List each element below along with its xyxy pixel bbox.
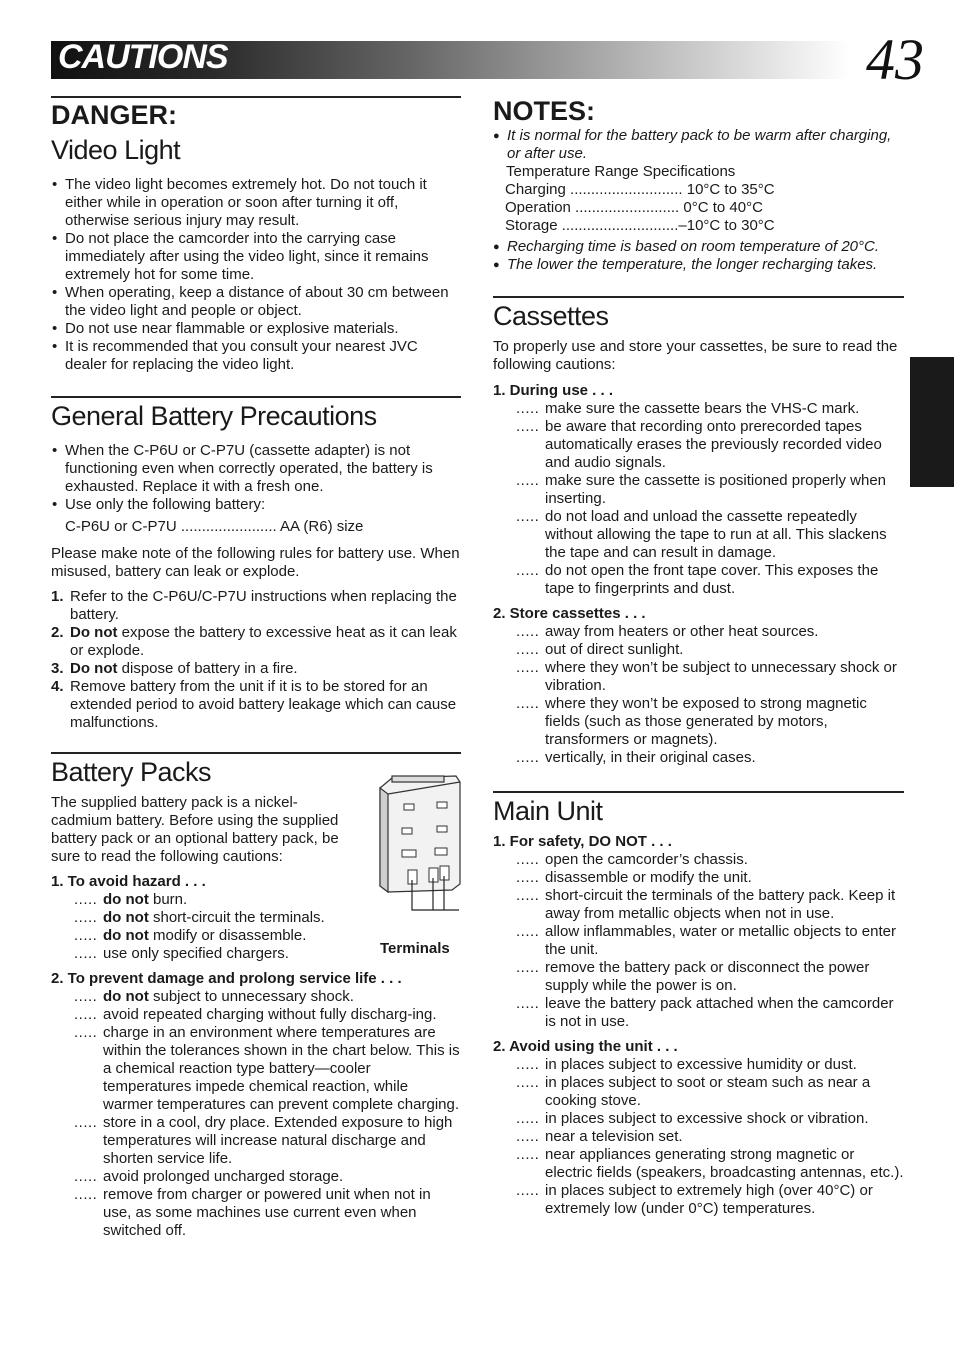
divider (51, 752, 461, 754)
store-cassettes-list (493, 623, 904, 767)
battery-spec: C-P6U or C-P7U ....................... AA (R6) size (65, 518, 364, 535)
list-item: ..... charge in an environment where temperatures are within the tolerances shown in the chart below. This is a chemical reaction type battery—cooler temperatures impede chemical reaction, while warmer temperatures can prevent complete charging. (51, 1024, 461, 1114)
item-number: 1. (51, 588, 64, 605)
list-item: ..... in places subject to excessive humidity or dust. (493, 1056, 904, 1074)
list-item: ..... make sure the cassette bears the VHS-C mark. (493, 400, 904, 418)
list-item: ..... leave the battery pack attached when the camcorder is not in use. (493, 995, 904, 1031)
side-tab-marker (910, 357, 954, 487)
list-item: • Use only the following battery: (51, 496, 461, 514)
list-item: ..... in places subject to soot or steam such as near a cooking stove. (493, 1074, 904, 1110)
list-item: ..... short-circuit the terminals of the battery pack. Keep it away from metallic objects when not in use. (493, 887, 904, 923)
terminals-label: Terminals (380, 940, 450, 957)
page-number: 43 (866, 27, 924, 92)
battery-packs-title: Battery Packs (51, 757, 212, 787)
battery-precautions-list (51, 442, 461, 514)
danger-heading: DANGER: (51, 100, 177, 130)
list-item: • It is recommended that you consult your nearest JVC dealer for replacing the video light. (51, 338, 461, 374)
rules-intro: Please make note of the following rules for battery use. When misused, battery can leak or explode. (51, 545, 460, 580)
during-use-heading: 1. During use . . . (493, 382, 614, 399)
list-item: • Do not use near flammable or explosive materials. (51, 320, 461, 338)
list-item: ..... do not open the front tape cover. This exposes the tape to fingerprints and dust. (493, 562, 904, 598)
item-text: modify or disassemble. (148, 927, 307, 944)
item-text: dispose of battery in a fire. (117, 660, 298, 677)
item-text: subject to unnecessary shock. (148, 988, 354, 1005)
temp-spec-row: Charging ........................... 10°C to 35°C (505, 181, 775, 198)
divider (493, 791, 904, 793)
avoid-using-heading: 2. Avoid using the unit . . . (493, 1038, 678, 1055)
main-unit-title: Main Unit (493, 796, 603, 826)
item-emphasis: Do not (70, 660, 118, 677)
list-item: • Do not place the camcorder into the carrying case immediately after using the video light, since it remains extremely hot for some time. (51, 230, 461, 284)
list-item: ..... allow inflammables, water or metallic objects to enter the unit. (493, 923, 904, 959)
list-item: ..... make sure the cassette is positioned properly when inserting. (493, 472, 904, 508)
list-item: • When the C-P6U or C-P7U (cassette adapter) is not functioning even when correctly operated, the battery is exhausted. Replace it with a fresh one. (51, 442, 461, 496)
divider (493, 296, 904, 298)
rules-list (51, 588, 461, 732)
item-text: Remove battery from the unit if it is to be stored for an extended period to avoid battery leakage which can cause malfunctions. (70, 678, 457, 731)
notes-list (493, 127, 904, 163)
list-item: ..... near a television set. (493, 1128, 904, 1146)
temp-spec-title: Temperature Range Specifications (506, 163, 736, 180)
list-item: ..... where they won’t be exposed to strong magnetic fields (such as those generated by motors, transformers or magnets). (493, 695, 904, 749)
list-item: ..... be aware that recording onto prerecorded tapes automatically erases the previously recorded video and audio signals. (493, 418, 904, 472)
battery-precautions-title: General Battery Precautions (51, 401, 377, 431)
item-text: short-circuit the terminals. (148, 909, 325, 926)
item-emphasis: Do not (70, 624, 118, 641)
notes-list (493, 238, 904, 274)
list-item: ..... avoid prolonged uncharged storage. (51, 1168, 461, 1186)
item-text: burn. (148, 891, 188, 908)
list-item (51, 678, 461, 732)
item-text: Refer to the C-P6U/C-P7U instructions when replacing the battery. (70, 588, 457, 623)
store-cassettes-heading: 2. Store cassettes . . . (493, 605, 646, 622)
list-item: ● Recharging time is based on room temperature of 20°C. (493, 238, 904, 256)
right-column (493, 96, 904, 1218)
list-item: ..... near appliances generating strong magnetic or electric fields (speakers, broadcasting antennas, etc.). (493, 1146, 904, 1182)
list-item: ..... open the camcorder’s chassis. (493, 851, 904, 869)
cassettes-title: Cassettes (493, 301, 609, 331)
notes-heading: NOTES: (493, 96, 596, 126)
list-item: ..... disassemble or modify the unit. (493, 869, 904, 887)
list-item: ..... remove from charger or powered unit when not in use, as some machines use current even when switched off. (51, 1186, 461, 1240)
list-item: ..... out of direct sunlight. (493, 641, 904, 659)
safety-heading: 1. For safety, DO NOT . . . (493, 833, 672, 850)
item-emphasis: do not (103, 909, 149, 926)
list-item (51, 660, 461, 678)
battery-packs-intro: The supplied battery pack is a nickel-cadmium battery. Before using the supplied battery pack or an optional battery pack, be sure to read the following cautions: (51, 794, 339, 865)
list-item: • When operating, keep a distance of about 30 cm between the video light and people or object. (51, 284, 461, 320)
item-number: 2. (51, 624, 64, 641)
prevent-damage-heading: 2. To prevent damage and prolong service life . . . (51, 970, 402, 987)
list-item: ..... avoid repeated charging without fully discharg-ing. (51, 1006, 461, 1024)
left-column (51, 96, 461, 1240)
page-title: CAUTIONS (58, 38, 228, 76)
list-item: ..... away from heaters or other heat sources. (493, 623, 904, 641)
safety-list (493, 851, 904, 1031)
list-item (51, 624, 461, 660)
list-item: ● The lower the temperature, the longer recharging takes. (493, 256, 904, 274)
list-item: ..... vertically, in their original cases. (493, 749, 904, 767)
video-light-title: Video Light (51, 135, 181, 165)
list-item (51, 988, 461, 1006)
divider (51, 396, 461, 398)
list-item: ..... in places subject to excessive shock or vibration. (493, 1110, 904, 1128)
item-emphasis: do not (103, 988, 149, 1005)
temp-spec-row: Storage ............................–10°C to 30°C (505, 217, 775, 234)
list-item: ● It is normal for the battery pack to be warm after charging, or after use. (493, 127, 904, 163)
avoid-using-list (493, 1056, 904, 1218)
avoid-hazard-heading: 1. To avoid hazard . . . (51, 873, 206, 890)
item-text: use only specified chargers. (103, 945, 289, 962)
temp-spec-row: Operation ......................... 0°C to 40°C (505, 199, 763, 216)
list-item: • The video light becomes extremely hot. Do not touch it either while in operation or soon after turning it off, otherwise serious injury may result. (51, 176, 461, 230)
list-item: ..... do not load and unload the cassette repeatedly without allowing the tape to run at all. This slackens the tape and can result in damage. (493, 508, 904, 562)
item-emphasis: do not (103, 927, 149, 944)
item-number: 3. (51, 660, 64, 677)
item-text: expose the battery to excessive heat as it can leak or explode. (70, 624, 457, 659)
during-use-list (493, 400, 904, 598)
list-item: ..... where they won’t be subject to unnecessary shock or vibration. (493, 659, 904, 695)
battery-pack-illustration (374, 772, 464, 962)
list-item (51, 588, 461, 624)
item-number: 4. (51, 678, 64, 695)
list-item: ..... in places subject to extremely high (over 40°C) or extremely low (under 0°C) temperatures. (493, 1182, 904, 1218)
cassettes-intro: To properly use and store your cassettes, be sure to read the following cautions: (493, 338, 898, 373)
list-item: ..... remove the battery pack or disconnect the power supply while the power is on. (493, 959, 904, 995)
video-light-list (51, 176, 461, 374)
list-item: ..... store in a cool, dry place. Extended exposure to high temperatures will increase natural discharge and shorten service life. (51, 1114, 461, 1168)
item-emphasis: do not (103, 891, 149, 908)
prevent-damage-list (51, 988, 461, 1240)
